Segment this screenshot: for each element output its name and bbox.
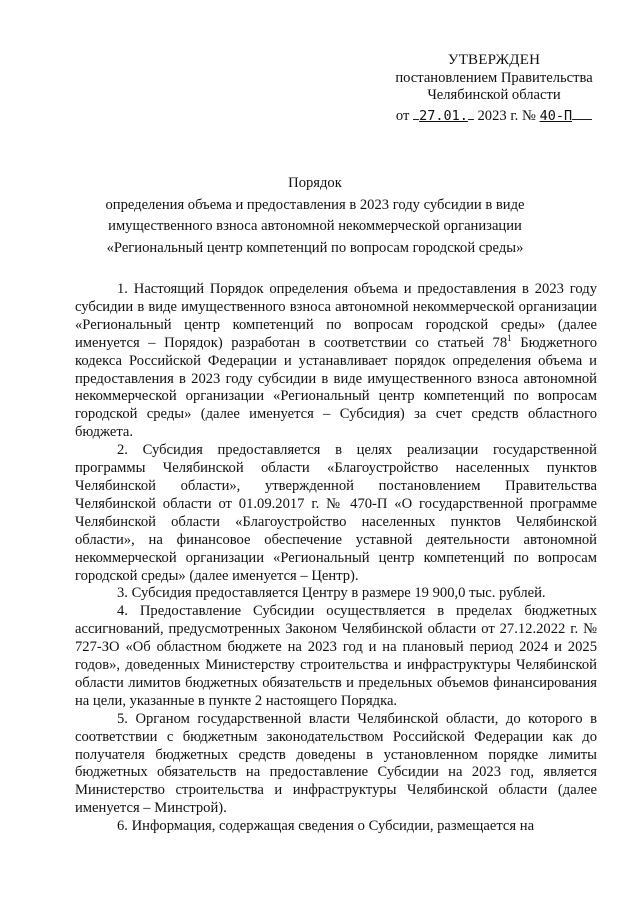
paragraph-1-text-a: 1. Настоящий Порядок определения объема и предоставления в 2023 году субсидии в виде имущественного взноса автономной некоммерческой организации «Региональный центр компетенций по вопросам городской среды» (далее именуется – Порядок) разработан в соответствии со статьей 78 — [75, 281, 597, 351]
paragraph-2: 2. Субсидия предоставляется в целях реализации государственной программы Челябинской области «Благоустройство населенных пунктов Челябинской области», утвержденной постановлением Правительства Челябинской области от 01.09.2017 г. № 470-П «О государственной программе Челябинской области «Благоустройство населенных пунктов Челябинской области», на финансовое обеспечение уставной деятельности автономной некоммерческой организации «Региональный центр компетенций по вопросам городской среды» (далее именуется – Центр). — [75, 442, 597, 584]
paragraph-4: 4. Предоставление Субсидии осуществляется в пределах бюджетных ассигнований, предусмотренных Законом Челябинской области от 27.12.2022 г. № 727-ЗО «Об областном бюджете на 2023 год и на плановый период 2024 и 2025 годов», доведенных Министерству строительства и инфраструктуры Челябинской области лимитов бюджетных обязательств и предельных объемов финансирования на цели, указанные в пункте 2 настоящего Порядка. — [75, 603, 597, 709]
paragraph-6: 6. Информация, содержащая сведения о Субсидии, размещается на — [117, 818, 535, 835]
paragraph-5: 5. Органом государственной власти Челябинской области, до которого в соответствии с бюджетным законодательством Российской Федерации как до получателя бюджетных средств доведены в установленном порядке лимиты бюджетных обязательств на предоставление Субсидии на 2023 год, является Министерство строительства и инфраструктуры Челябинской области (далее именуется – Минстрой). — [75, 710, 597, 817]
approval-date-line — [378, 105, 610, 126]
title-line-2: определения объема и предоставления в 2023 году субсидии в виде — [105, 196, 525, 213]
approval-date: 27.01. — [419, 107, 468, 124]
approval-stamp-block — [378, 52, 610, 125]
date-underline-right — [468, 105, 474, 120]
title-line-3: имущественного взноса автономной некоммерческой организации — [108, 218, 522, 234]
paragraph-1-text-b: Бюджетного кодекса Российской Федерации и устанавливает порядок определения объема и предоставления в 2023 году субсидии в виде имущественного взноса автономной некоммерческой организации «Региональный центр компетенций по вопросам городской среды» (далее именуется – Субсидия) за счет средств областного бюджета. — [75, 334, 597, 441]
paragraph-1 — [75, 281, 597, 442]
approval-line-region: Челябинской области — [427, 87, 561, 103]
approval-year-number-label: 2023 г. № — [477, 107, 536, 124]
document-body — [75, 281, 597, 836]
paragraph-3: 3. Субсидия предоставляется Центру в размере 19 900,0 тыс. рублей. — [117, 585, 546, 602]
title-line-4: «Региональный центр компетенций по вопросам городской среды» — [106, 239, 524, 256]
approval-heading: УТВЕРЖДЕН — [447, 52, 541, 68]
document-title — [60, 173, 570, 259]
number-underline — [572, 105, 592, 120]
approval-number: 40-П — [539, 107, 573, 124]
approval-from-word: от — [395, 107, 410, 124]
approval-line-government: постановлением Правительства — [395, 69, 593, 86]
paragraph-1-superscript: 1 — [507, 332, 512, 343]
title-line-1: Порядок — [288, 175, 342, 191]
